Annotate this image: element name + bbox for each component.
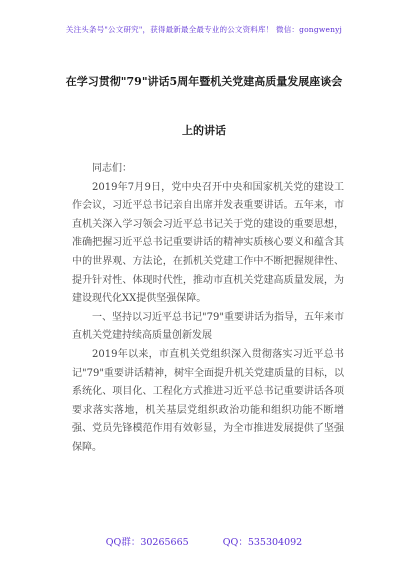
greeting: 同志们：: [92, 163, 132, 174]
qq-group-number: QQ群：30265665: [105, 537, 189, 548]
paragraph: 2019年以来，市直机关党组织深入贯彻落实习近平总书记"79"重要讲话精神，树牢全面提升机关党建质量的目标，以系统化、项目化、工程化方式推进习近平总书记重要讲话各项要求落实落地，机关基层党组织政治功能和组织功能不断增强、党员先锋模范作用有效彰显，为全市推进发展提供了坚强保障。: [72, 348, 344, 453]
section-heading: 一、坚持以习近平总书记"79"重要讲话为指导，五年来市直机关党建持续高质量创新发展: [72, 311, 344, 342]
document-title: 在学习贯彻"79"讲话5周年暨机关党建高质量发展座谈会: [65, 75, 343, 88]
paragraph: 2019年7月9日，党中央召开中央和国家机关党的建设工作会议，习近平总书记亲自出席并发表重要讲话。五年来，市直机关深入学习领会习近平总书记关于党的建设的重要思想，准确把握习近平总书记重要讲话的精神实质核心要义和蕴含其中的世界观、方法论，在抓机关党建工作中不断把握规律性、提升针对性、体现时代性，推动市直机关党建高质量发展，为建设现代化XX提供坚强保障。: [72, 181, 344, 305]
header-promo-note: 关注头条号"公文研究"，获得最新最全最专业的公文资料库！ 微信：gongwenyj: [65, 25, 343, 34]
footer-contact: [0, 534, 408, 548]
document-body: [72, 160, 344, 458]
document-title-continued: 上的讲话: [182, 124, 226, 137]
qq-number: QQ：535304092: [222, 537, 303, 548]
